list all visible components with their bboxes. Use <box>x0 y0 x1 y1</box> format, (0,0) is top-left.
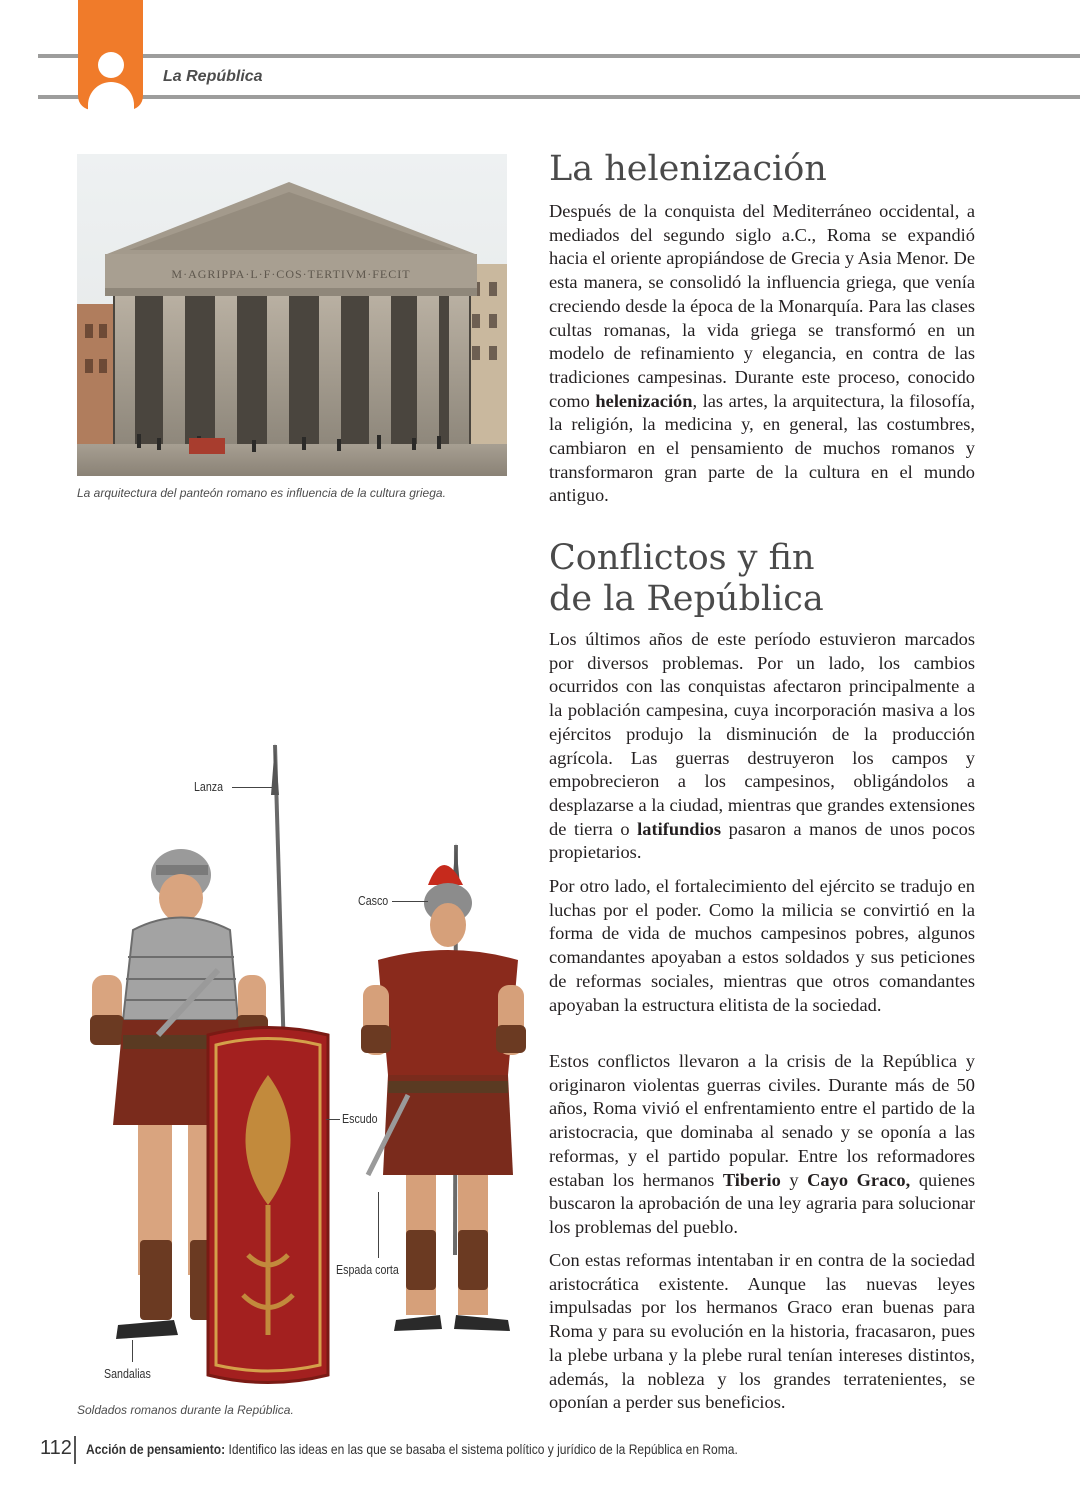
label-sandalias: Sandalias <box>104 1366 151 1381</box>
footer-label: Acción de pensamiento: <box>86 1441 226 1457</box>
label-lanza: Lanza <box>194 779 224 794</box>
leader-escudo <box>326 1119 340 1120</box>
label-escudo: Escudo <box>342 1111 378 1126</box>
paragraph-conflictos-4: Con estas reformas intentaban ir en contra de la sociedad aristocrática existente. Aunque las nuevas leyes impulsadas por los hermanos Graco eran buenas para Roma y para su evolución en la historia, fracasaron, pues la plebe urbana y la plebe rural tenían intereses distintos, además, la nobleza y los grandes terratenientes, se oponían a perder sus beneficios. <box>549 1250 975 1413</box>
term-tiberio: Tiberio <box>722 1169 781 1190</box>
paragraph-conflictos-1: Los últimos años de este período estuvieron marcados por diversos problemas. Por un lado, los cambios ocurridos con las conquistas afectaron principalmente a la población campesina, cuya incorporación masiva a los ejércitos produjo la disminución de la producción agrícola. Las guerras destruyeron los campos y empobrecieron a los campesinos, obligándolos a desplazarse a la ciudad, mientras que grandes extensiones de tierra o latifundios pasaron a manos de unos pocos propietarios. <box>549 629 975 863</box>
pantheon-caption: La arquitectura del panteón romano es influencia de la cultura griega. <box>77 486 446 500</box>
footer-separator <box>74 1436 76 1464</box>
term-helenizacion: helenización <box>595 390 693 411</box>
heading-conflictos: Conflictos y fin de la República <box>549 538 824 619</box>
pantheon-photo <box>77 154 507 476</box>
leader-sandalias <box>132 1340 133 1362</box>
pantheon-inscription: M·AGRIPPA·L·F·COS·TERTIVM·FECIT <box>171 267 411 281</box>
heading-helenizacion: La helenización <box>549 149 827 189</box>
footer-note: Acción de pensamiento: Identifico las ideas en las que se basaba el sistema político y jurídico de la República en Roma. <box>86 1441 738 1457</box>
term-latifundios: latifundios <box>637 818 721 839</box>
header-person-icon <box>78 0 143 110</box>
label-casco: Casco <box>358 893 389 908</box>
label-espada-corta: Espada corta <box>336 1262 399 1277</box>
header-rule-bottom <box>38 95 1080 99</box>
paragraph-conflictos-3: Estos conflictos llevaron a la crisis de la República y originaron violentas guerras civiles. Durante más de 50 años, Roma vivió el enfrentamiento entre el partido de la aristocracia, que dominaba al senado y se oponía a las reformas, y el partido popular. Entre los reformadores estaban los hermanos Tiberio y Cayo Graco, quienes buscaron la aprobación de una ley agraria para solucionar los problemas del pueblo. <box>549 1051 975 1237</box>
leader-lanza <box>232 787 272 788</box>
term-cayo-graco: Cayo Graco, <box>807 1169 911 1190</box>
page-number: 112 <box>40 1437 72 1459</box>
soldiers-caption: Soldados romanos durante la República. <box>77 1403 294 1417</box>
paragraph-conflictos-2: Por otro lado, el fortalecimiento del ejército se tradujo en luchas por el poder. Como la milicia se convirtió en la forma de vida de muchos campesinos pobres, algunos comandantes apoyaban a estos soldados y sus peticiones de reformas sociales, mientras que otros comandantes apoyaban la estructura elitista de la sociedad. <box>549 876 975 1015</box>
section-title: La República <box>163 68 263 85</box>
paragraph-helenizacion: Después de la conquista del Mediterráneo occidental, a mediados del segundo siglo a.C., Roma se expandió hacia el oriente apropiándose de Grecia y Asia Menor. De esta manera, se consolidó la influencia griega, que venía creciendo desde la época de la Monarquía. Para las clases cultas romanas, la vida griega se transformó en un modelo de refinamiento y elegancia, en contra de las tradiciones campesinas. Durante este proceso, conocido como helenización, las artes, la arquitectura, la filosofía, la religión, la medicina y, en general, las costumbres, cambiaron en el pensamiento de muchos romanos y transformaron gran parte de la cultura en el mundo antiguo. <box>549 201 975 506</box>
leader-casco <box>392 901 428 902</box>
header-rule-top <box>38 54 1080 58</box>
leader-espada-corta <box>378 1192 379 1258</box>
soldiers-illustration <box>78 735 528 1390</box>
